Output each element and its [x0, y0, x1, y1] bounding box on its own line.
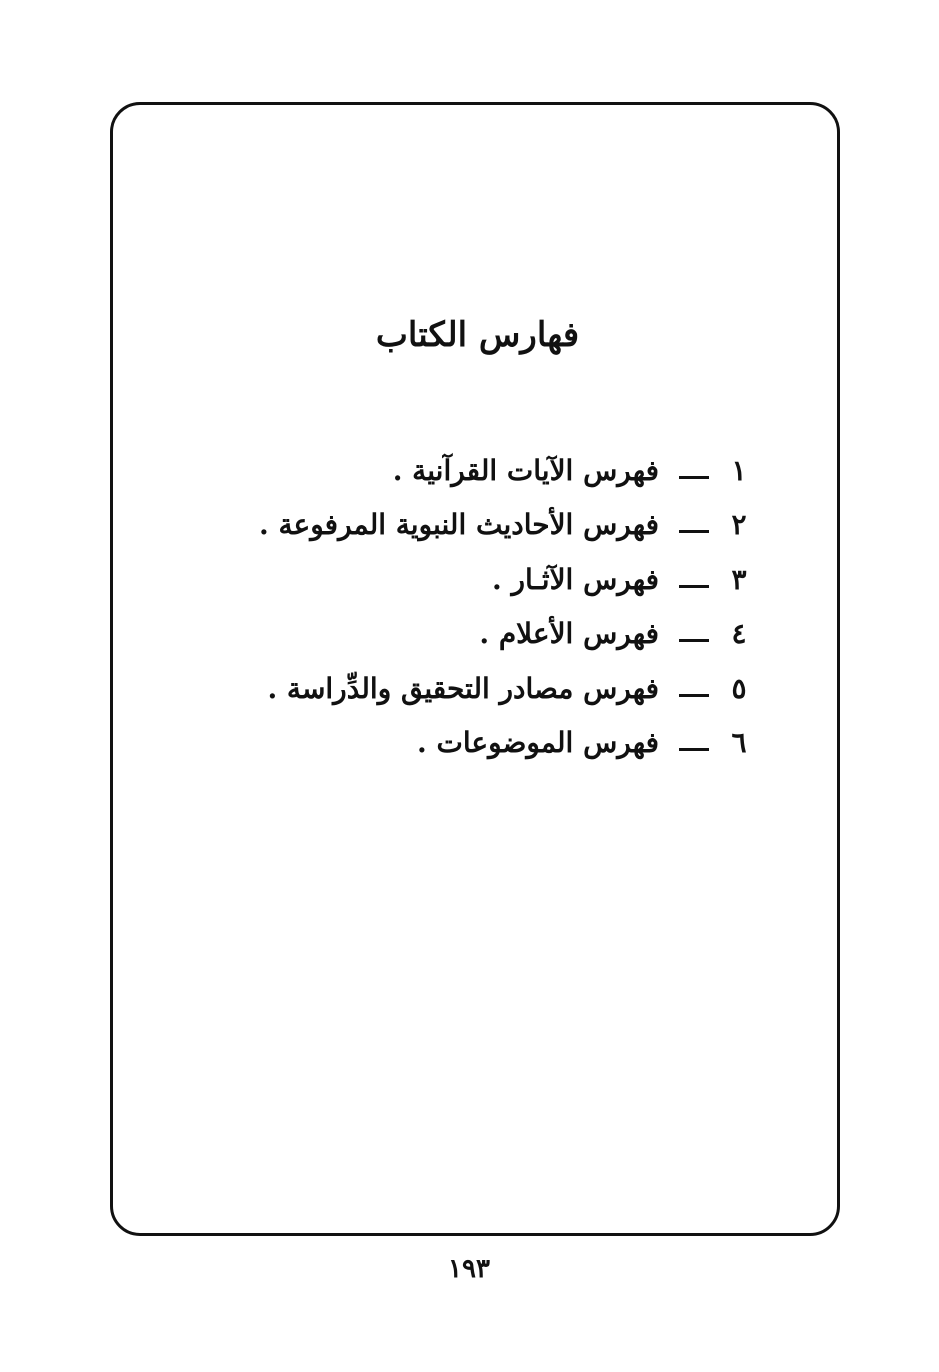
- page-number: ١٩٣: [448, 1254, 490, 1284]
- item-text: فهرس الأحاديث النبوية المرفوعة .: [259, 508, 659, 542]
- item-number: ١: [731, 453, 747, 487]
- item-number: ٦: [731, 726, 747, 760]
- dash-separator: [679, 639, 709, 642]
- list-item: [153, 552, 753, 607]
- dash-separator: [679, 694, 709, 697]
- dash-separator: [679, 476, 709, 479]
- list-item: [153, 443, 753, 498]
- list-item: [153, 661, 753, 716]
- dash-separator: [679, 585, 709, 588]
- item-text: فهرس الموضوعات .: [417, 726, 659, 760]
- dash-separator: [679, 748, 709, 751]
- item-number: ٢: [731, 508, 747, 542]
- contents-list: [153, 443, 753, 770]
- item-text: فهرس الأعلام .: [479, 617, 659, 651]
- item-text: فهرس مصادر التحقيق والدِّراسة .: [267, 671, 659, 705]
- list-item: [153, 607, 753, 662]
- item-number: ٣: [731, 562, 747, 596]
- list-item: [153, 716, 753, 771]
- item-number: ٤: [731, 617, 747, 651]
- dash-separator: [679, 530, 709, 533]
- item-text: فهرس الآثـار .: [492, 562, 659, 596]
- page-title: فهارس الكتاب: [375, 315, 580, 355]
- item-text: فهرس الآيات القرآنية .: [392, 453, 659, 487]
- list-item: [153, 498, 753, 553]
- item-number: ٥: [731, 671, 747, 705]
